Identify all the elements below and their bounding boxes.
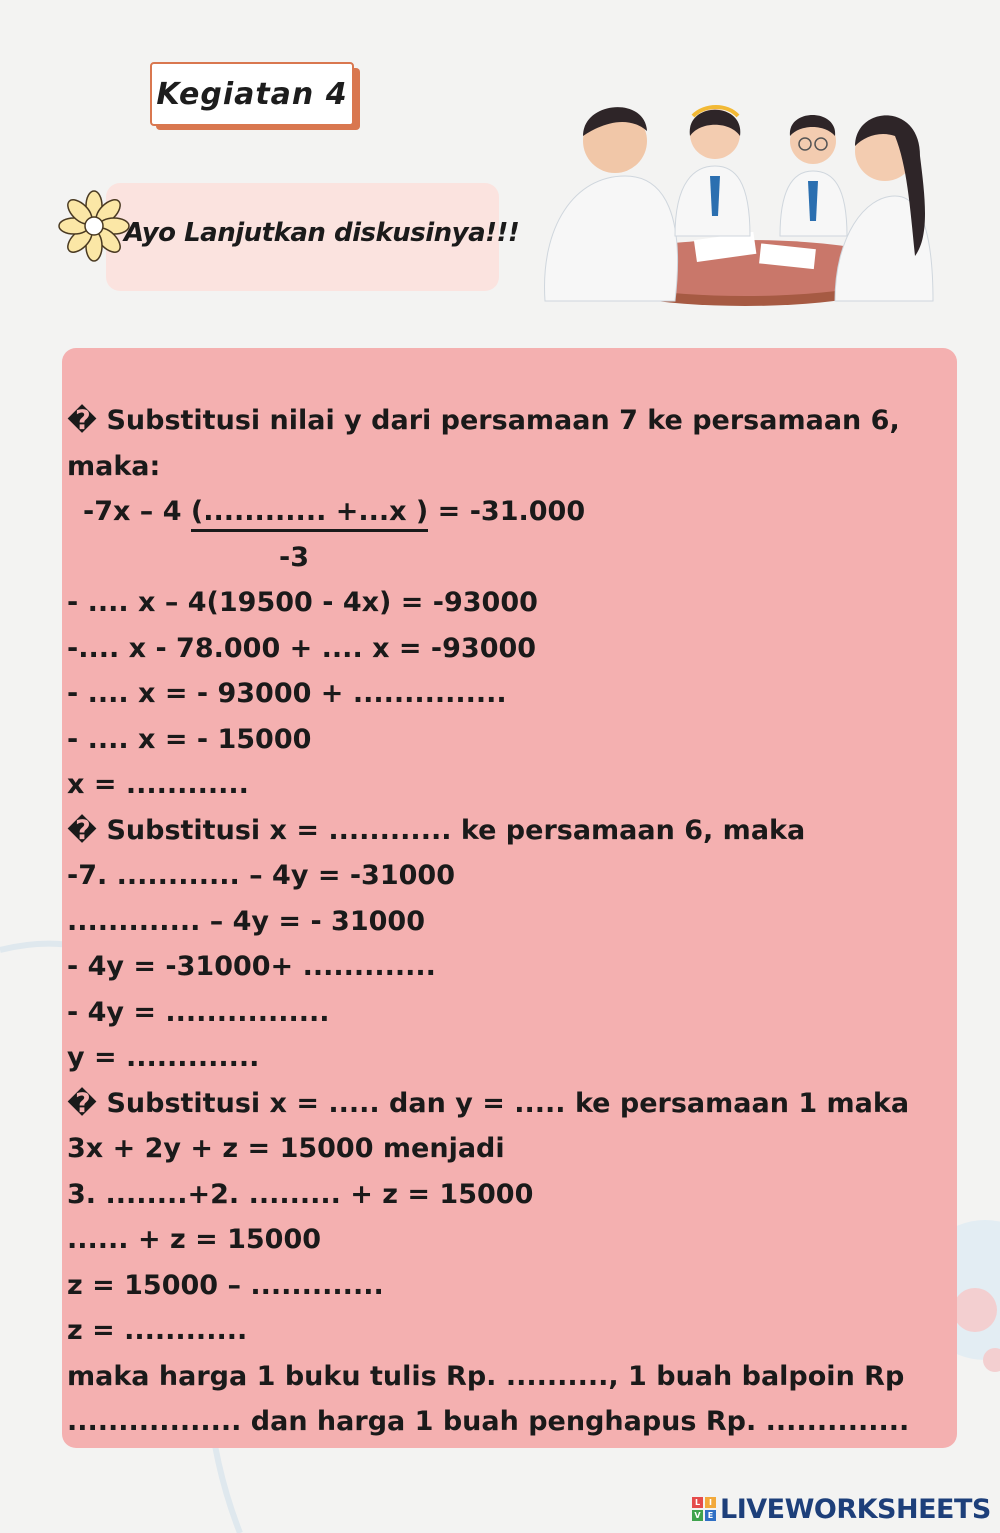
fraction-prefix: -7x – 4 xyxy=(83,496,191,527)
worksheet-line: maka harga 1 buku tulis Rp. .........., 1 buah balpoin Rp xyxy=(67,1360,905,1392)
worksheet-line: 3x + 2y + z = 15000 menjadi xyxy=(67,1133,505,1164)
activity-title-card xyxy=(150,62,360,130)
worksheet-line: 3. ........+2. ......... + z = 15000 xyxy=(67,1178,534,1210)
worksheet-line: -7. ............ – 4y = -31000 xyxy=(67,860,455,891)
subtitle-text: Ayo Lanjutkan diskusinya!!! xyxy=(124,218,520,248)
worksheet-line: - .... x = - 93000 + ............... xyxy=(67,678,507,709)
worksheet-line: -.... x - 78.000 + .... x = -93000 xyxy=(67,632,537,664)
worksheet-content xyxy=(67,398,947,1445)
liveworksheets-logo[interactable] xyxy=(692,1492,991,1526)
worksheet-line: maka: xyxy=(67,450,161,482)
students-discussion-illustration xyxy=(535,86,935,316)
worksheet-line: ................. dan harga 1 buah penghapus Rp. .............. xyxy=(67,1406,910,1437)
worksheet-line: ............. – 4y = - 31000 xyxy=(67,905,425,937)
worksheet-line: - 4y = ................ xyxy=(67,996,330,1028)
logo-text: LIVEWORKSHEETS xyxy=(720,1493,991,1525)
worksheet-line: � Substitusi nilai y dari persamaan 7 ke persamaan 6, xyxy=(67,405,900,436)
fraction-denominator: -3 xyxy=(279,541,309,573)
worksheet-line: - .... x = - 15000 xyxy=(67,723,312,755)
worksheet-line: - .... x – 4(19500 - 4x) = -93000 xyxy=(67,587,538,618)
worksheet-line: x = ............ xyxy=(67,769,249,800)
fraction-equation xyxy=(67,489,947,535)
worksheet-line: y = ............. xyxy=(67,1042,260,1073)
worksheet-line: z = ............ xyxy=(67,1315,248,1346)
fraction-suffix: = -31.000 xyxy=(428,496,586,527)
flower-icon xyxy=(58,190,130,262)
worksheet-line: - 4y = -31000+ ............. xyxy=(67,951,436,982)
worksheet-line: � Substitusi x = ............ ke persamaan 6, maka xyxy=(67,814,806,846)
worksheet-line: ...... + z = 15000 xyxy=(67,1224,322,1255)
activity-title: Kegiatan 4 xyxy=(150,62,354,126)
worksheet-line: � Substitusi x = ..... dan y = ..... ke persamaan 1 maka xyxy=(67,1087,910,1119)
fraction-numerator: (............ +...x ) xyxy=(191,495,428,532)
liveworksheets-logo-icon: L I V E xyxy=(692,1497,716,1521)
worksheet-line: z = 15000 – ............. xyxy=(67,1269,384,1301)
